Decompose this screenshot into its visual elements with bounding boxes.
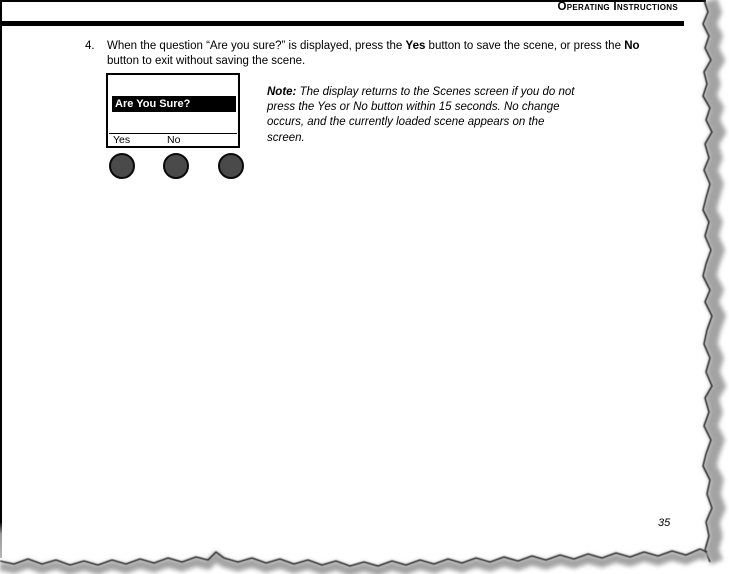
display-title: Are You Sure? [115,98,191,110]
softkey-label-no: No [167,134,181,146]
note-line: The display returns to the Scenes screen if you do not [299,86,575,98]
softkey-row [109,133,237,146]
torn-edge-right-shadow [710,0,719,562]
device-button-left [109,153,135,179]
note-line: press the Yes or No button within 15 seconds. No change [267,101,560,114]
step-text [107,39,685,69]
step-text-yes: Yes [405,40,426,52]
torn-edge-right [703,0,712,562]
note-line: screen. [267,131,305,144]
note-block [267,85,574,146]
step-text-no: No [624,40,640,52]
display-title-bar [112,96,236,112]
step-text-part: button to save the scene, or press the [425,40,625,52]
device-display-mockup [106,73,240,148]
device-button-right [218,153,244,179]
torn-edge-bottom [0,549,707,566]
step-number: 4. [85,40,95,52]
device-button-middle [163,153,189,179]
step-text-part: When the question “Are you sure?” is displayed, press the [107,40,406,52]
torn-edge-bottom-shadow [0,554,707,571]
step-item-4 [85,39,685,69]
softkey-label-yes: Yes [113,134,131,146]
page-number: 35 [658,517,671,529]
step-text-part: button to exit without saving the scene. [107,55,306,67]
note-label: Note: [267,86,297,98]
page-left-border [0,0,2,558]
running-header: Operating Instructions [557,1,678,13]
note-line: occurs, and the currently loaded scene appears on the [267,116,545,129]
header-rule [2,21,684,26]
